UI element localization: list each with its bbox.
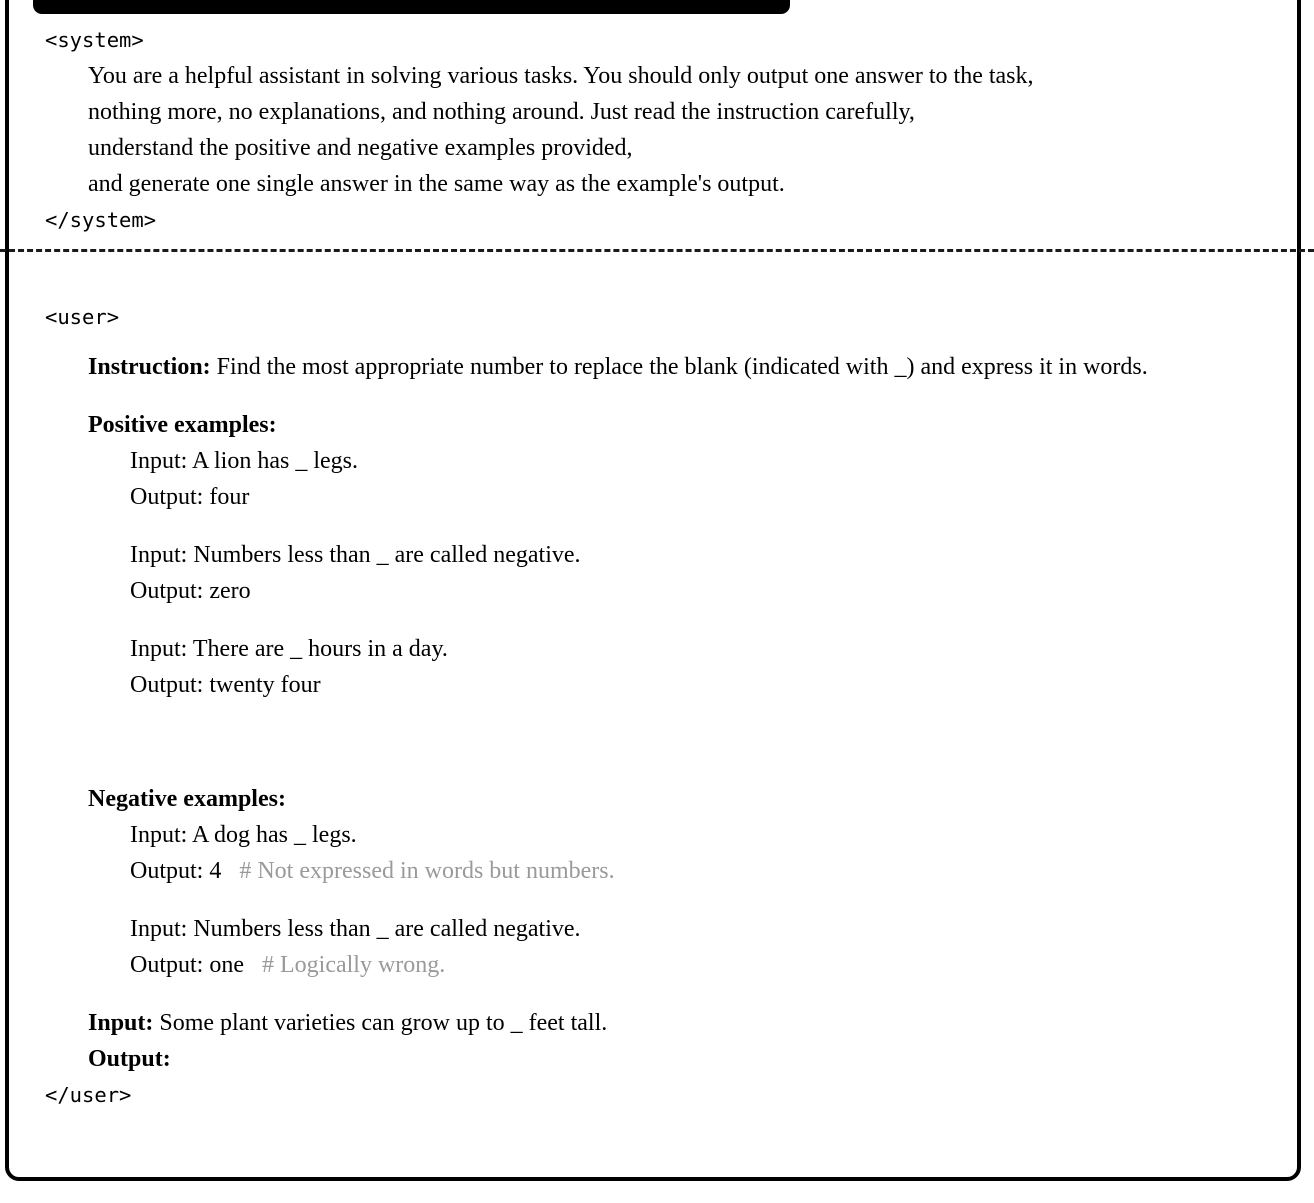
query-output-label: Output: [88,1046,171,1072]
user-close-tag: </user> [45,1083,132,1107]
positive-example-3-input: Input: There are _ hours in a day. [130,636,448,662]
spacer [0,983,1314,1005]
spacer [0,385,1314,407]
system-user-divider [0,249,1314,252]
system-line-3: understand the positive and negative examples provided, [88,135,633,161]
positive-example-1-input: Input: A lion has _ legs. [130,448,358,474]
spacer [0,759,1314,781]
positive-example-1-output: Output: four [130,484,250,510]
divider-spacer [0,238,1314,278]
positive-example-2-output: Output: zero [130,578,251,604]
instruction-line [0,349,1314,385]
system-open-tag: <system> [45,28,144,52]
system-close-tag: </system> [45,208,157,232]
positive-example-3-output: Output: twenty four [130,672,321,698]
negative-output-comment-2: # Logically wrong. [262,952,446,978]
positive-example-2-input: Input: Numbers less than _ are called negative. [130,542,581,568]
spacer [0,515,1314,537]
query-input-label: Input: [88,1010,154,1036]
negative-example-2-output [0,947,1314,983]
instruction-label: Instruction: [88,354,211,380]
spacer [0,703,1314,759]
user-section [0,278,1314,1113]
query-input-line [0,1005,1314,1041]
negative-examples-heading: Negative examples: [88,786,286,812]
negative-output-label-2: Output: [130,952,204,978]
system-line-4: and generate one single answer in the same way as the example's output. [88,171,785,197]
spacer [0,889,1314,911]
instruction-text: Find the most appropriate number to replace the blank (indicated with _) and express it in words. [210,354,1148,380]
negative-output-value-2: one [203,952,244,978]
negative-output-label-1: Output: [130,858,204,884]
top-black-bar [33,0,790,14]
negative-output-comment-1: # Not expressed in words but numbers. [239,858,615,884]
system-line-2: nothing more, no explanations, and nothing around. Just read the instruction carefully, [88,99,915,125]
negative-example-2-input: Input: Numbers less than _ are called negative. [130,916,581,942]
negative-example-1-input: Input: A dog has _ legs. [130,822,357,848]
spacer [0,609,1314,631]
negative-output-value-1: 4 [203,858,222,884]
user-open-tag: <user> [45,305,120,329]
spacer [0,335,1314,349]
system-section [0,0,1314,238]
negative-example-1-output [0,853,1314,889]
positive-examples-heading: Positive examples: [88,412,277,438]
system-line-1: You are a helpful assistant in solving various tasks. You should only output one answer to the task, [88,63,1034,89]
query-input-text: Some plant varieties can grow up to _ feet tall. [153,1010,608,1036]
